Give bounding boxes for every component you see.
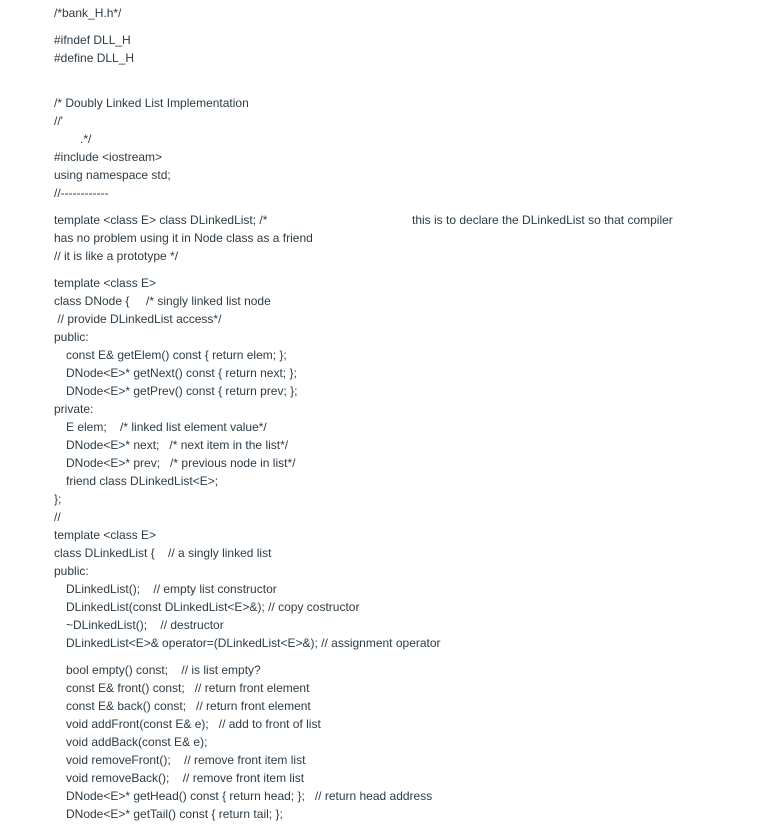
code-line: const E& front() const; // return front element — [66, 681, 310, 695]
code-line: friend class DLinkedList<E>; — [66, 474, 219, 488]
code-line: // provide DLinkedList access*/ — [54, 312, 222, 326]
code-line: template <class E> class DLinkedList; /* — [54, 213, 268, 227]
code-line: DNode<E>* getHead() const { return head; }; // return head address — [66, 789, 433, 803]
code-line: #ifndef DLL_H — [54, 33, 131, 47]
code-line: bool empty() const; // is list empty? — [66, 663, 261, 677]
code-line: DNode<E>* getTail() const { return tail; }; — [66, 807, 283, 821]
code-line: // it is like a prototype */ — [54, 249, 179, 263]
code-line: //' — [54, 114, 63, 128]
code-line: template <class E> — [54, 276, 157, 290]
code-line: using namespace std; — [54, 168, 171, 182]
code-line: #define DLL_H — [54, 51, 135, 65]
comment-note: this is to declare the DLinkedList so that compiler — [412, 213, 673, 227]
code-line: const E& getElem() const { return elem; }; — [66, 348, 287, 362]
code-line: public: — [54, 330, 89, 344]
code-line: DLinkedList(const DLinkedList<E>&); // copy costructor — [66, 600, 360, 614]
code-line: class DNode { /* singly linked list node — [54, 294, 271, 308]
code-line: /*bank_H.h*/ — [54, 6, 122, 20]
code-line: DLinkedList(); // empty list constructor — [66, 582, 277, 596]
code-line: void removeFront(); // remove front item list — [66, 753, 306, 767]
code-line: has no problem using it in Node class as a friend — [54, 231, 313, 245]
code-line: void addBack(const E& e); — [66, 735, 208, 749]
code-line: DNode<E>* getNext() const { return next; }; — [66, 366, 297, 380]
code-line: DNode<E>* prev; /* previous node in list*/ — [66, 456, 296, 470]
code-line: void addFront(const E& e); // add to front of list — [66, 717, 321, 731]
code-line: #include <iostream> — [54, 150, 163, 164]
code-line: void removeBack(); // remove front item list — [66, 771, 305, 785]
code-line: // — [54, 510, 61, 524]
code-line: class DLinkedList { // a singly linked list — [54, 546, 272, 560]
code-line: ~DLinkedList(); // destructor — [66, 618, 224, 632]
code-line: E elem; /* linked list element value*/ — [66, 420, 267, 434]
code-line: public: — [54, 564, 89, 578]
code-line: const E& back() const; // return front element — [66, 699, 311, 713]
code-line: private: — [54, 402, 94, 416]
code-line: DLinkedList<E>& operator=(DLinkedList<E>&); // assignment operator — [66, 636, 441, 650]
code-line: }; — [54, 492, 62, 506]
code-line: DNode<E>* next; /* next item in the list*/ — [66, 438, 289, 452]
code-line: //------------ — [54, 186, 109, 200]
code-line: /* Doubly Linked List Implementation — [54, 96, 249, 110]
code-line: .*/ — [80, 132, 92, 146]
code-line: template <class E> — [54, 528, 157, 542]
code-line: DNode<E>* getPrev() const { return prev; }; — [66, 384, 298, 398]
